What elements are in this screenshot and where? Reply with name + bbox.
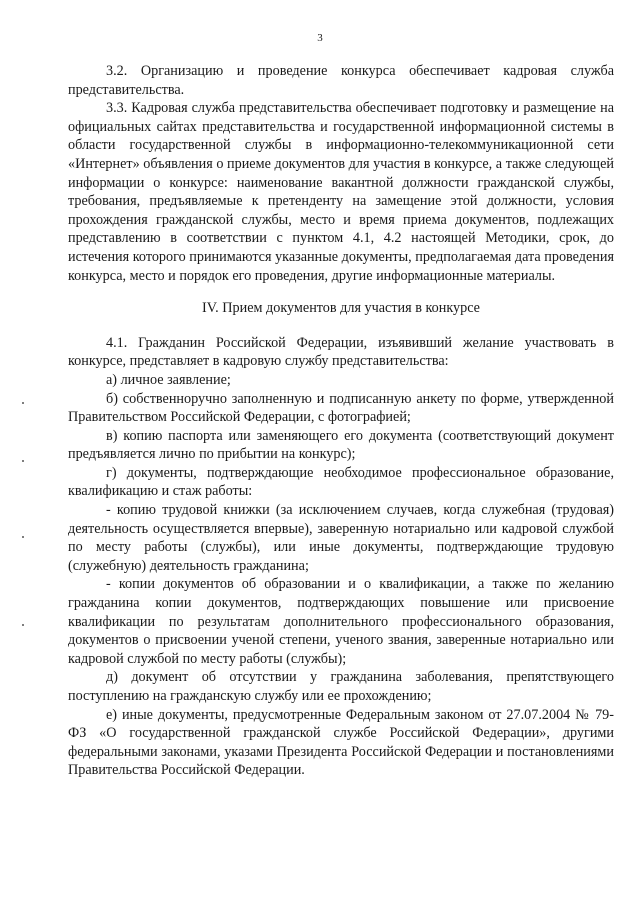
list-item-b: б) собственноручно заполненную и подписанную анкету по форме, утвержденной Правительством Российской Федерации, с фотографией; xyxy=(68,390,614,426)
list-item-v: в) копию паспорта или заменяющего его документа (соответствующий документ предъявляется лично по прибытии на конкурс); xyxy=(68,427,614,463)
list-item-e: е) иные документы, предусмотренные Федеральным законом от 27.07.2004 № 79-ФЗ «О государственной гражданской службе Российской Федерации», другими федеральными законами, указами Президента Российской Федерации и постановлениями Правительства Российской Федерации. xyxy=(68,706,614,779)
sub-item-education: - копии документов об образовании и о квалификации, а также по желанию гражданина копии документов, подтверждающих повышение или присвоение квалификации по результатам дополнительного профессионального образования, документов о присвоении ученой степени, ученого звания, заверенные нотариально или кадровой службой по месту работы (службы); xyxy=(68,576,614,667)
margin-mark xyxy=(22,624,24,626)
paragraph-4-1: 4.1. Гражданин Российской Федерации, изъявивший желание участвовать в конкурсе, представляет в кадровую службу представительства: xyxy=(68,334,614,370)
document-body xyxy=(68,62,614,780)
paragraph-3-2: 3.2. Организацию и проведение конкурса обеспечивает кадровая служба представительства. xyxy=(68,63,614,98)
page-number: 3 xyxy=(317,32,323,44)
sub-item-work-book: - копию трудовой книжки (за исключением случаев, когда служебная (трудовая) деятельность осуществляется впервые), заверенную нотариально или кадровой службой по месту работы (службы), или иные документы, подтверждающие трудовую (служебную) деятельность гражданина; xyxy=(68,502,614,574)
section-heading: IV. Прием документов для участия в конкурсе xyxy=(202,300,480,317)
paragraph-3-3: 3.3. Кадровая служба представительства обеспечивает подготовку и размещение на официальных сайтах представительства и государственной информационной системы в области государственной службы в информационно-телекоммуникационной сети «Интернет» объявления о приеме документов для участия в конкурсе, а также следующей информации о конкурсе: наименование вакантной должности гражданской службы, требования, предъявляемые к претенденту на замещение этой должности, условия прохождения гражданской службы, место и время приема документов, подлежащих представлению в соответствии с пунктом 4.1, 4.2 настоящей Методики, срок, до истечения которого принимаются указанные документы, предполагаемая дата проведения конкурса, место и порядок его проведения, другие информационные материалы. xyxy=(68,100,614,284)
list-item-g: г) документы, подтверждающие необходимое профессиональное образование, квалификацию и стаж работы: xyxy=(68,464,614,500)
margin-mark xyxy=(22,536,24,538)
margin-mark xyxy=(22,460,24,462)
list-item-d: д) документ об отсутствии у гражданина заболевания, препятствующего поступлению на гражданскую службу или ее прохождению; xyxy=(68,669,614,704)
list-item-a: а) личное заявление; xyxy=(106,371,231,388)
margin-mark xyxy=(22,402,24,404)
